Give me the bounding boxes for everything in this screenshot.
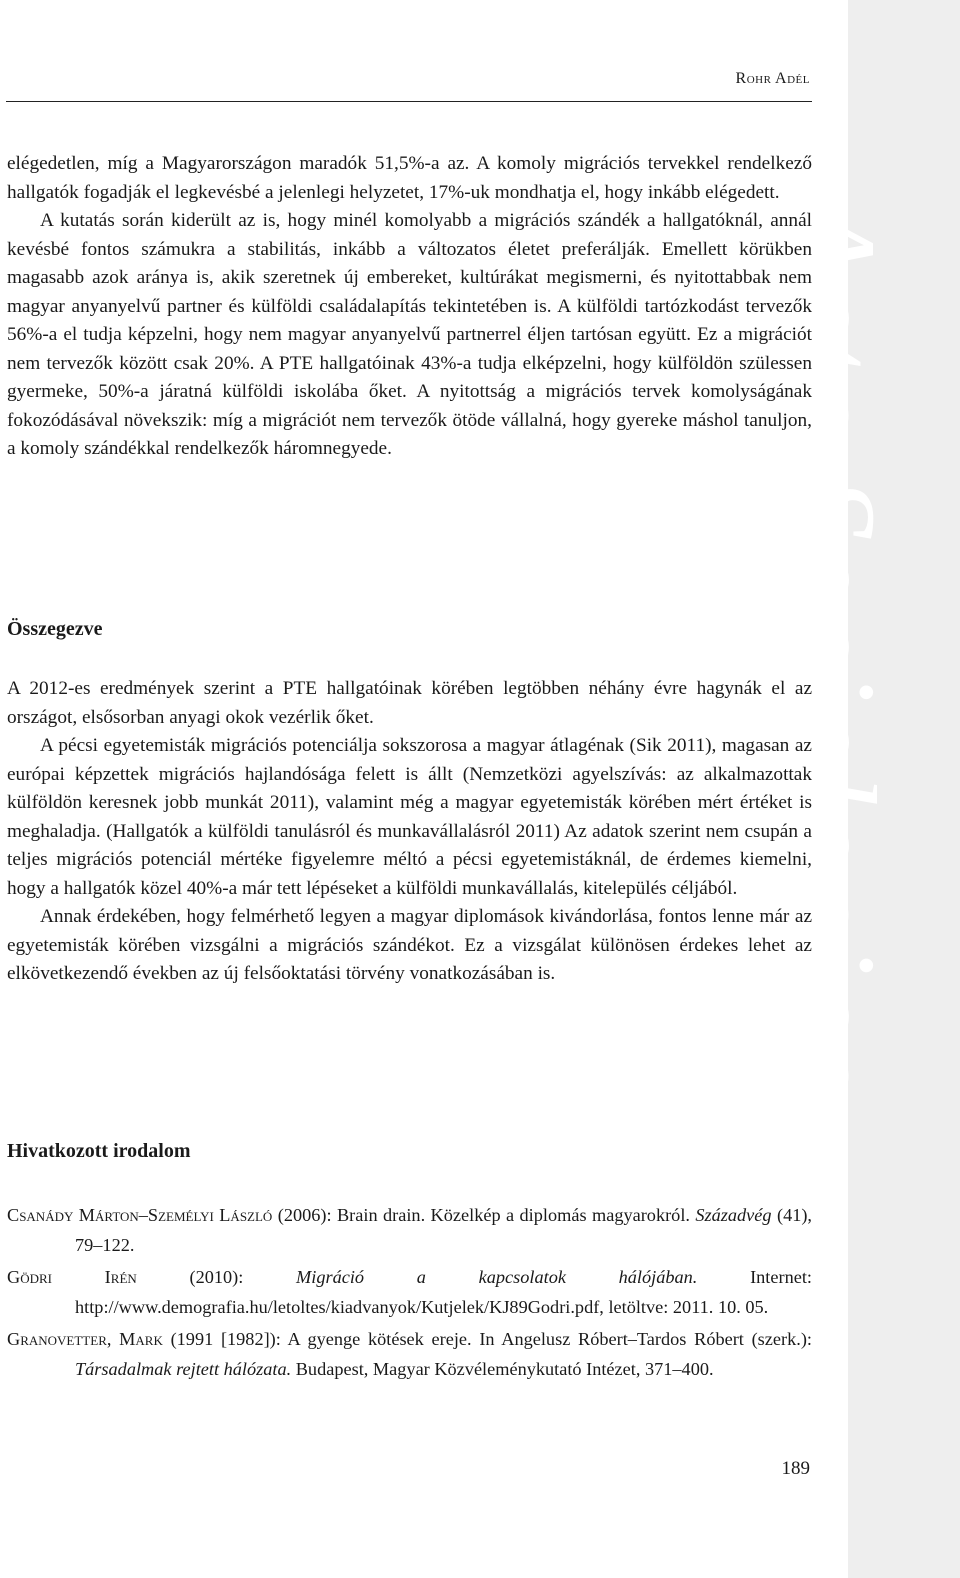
reference-item bbox=[7, 1262, 812, 1322]
reference-item bbox=[7, 1200, 812, 1260]
reference-list bbox=[7, 1200, 812, 1386]
reference-author: Granovetter, Mark bbox=[7, 1329, 163, 1349]
paragraph: A pécsi egyetemisták migrációs potenciálja sokszorosa a magyar átlagénak (Sik 2011), magasan az európai képzettek migrációs hajlandósága felett is állt (Nemzetközi agyelszívás: az alkalmazottak külföldön keresnek jobb munkát 2011), valamint még a magyar egyetemisták körében mért értéket is meghaladja. (Hallgatók a külföldi tanulásról és munkavállalásról 2011) Az adatok szerint nem csupán a teljes migrációs potenciál mértéke figyelemre méltó a pécsi egyetemistáknál, de érdemes kiemelni, hogy a hallgatók közel 40%-a már tett lépéseket a külföldi munkavállalás, kitelepülés céljából. bbox=[7, 735, 812, 899]
header-divider bbox=[6, 101, 812, 102]
paragraph: A 2012-es eredmények szerint a PTE hallgatóinak körében legtöbben néhány évre hagynák el az országot, elsősorban anyagi okok vezérlik őket. bbox=[7, 678, 812, 728]
reference-text: Internet: http://www.demografia.hu/letoltes/kiadvanyok/Kutjelek/KJ89Godri.pdf, letöltve: 2011. 10. 05. bbox=[75, 1267, 813, 1317]
paragraph: Annak érdekében, hogy felmérhető legyen a magyar diplomások kivándorlása, fontos lenne már az egyetemisták körében vizsgálni a migrációs szándékot. Ez a vizsgálat különösen érdekes lehet az elkövetkezendő években az új felsőoktatási törvény vonatkozásában is. bbox=[7, 906, 812, 984]
intro-text bbox=[7, 150, 812, 464]
reference-text: (41), 79–122. bbox=[75, 1205, 813, 1255]
journal-watermark: Acta Sociologica bbox=[760, 200, 902, 1103]
reference-title: Társadalmak rejtett hálózata. bbox=[75, 1359, 292, 1379]
reference-text: Budapest, Magyar Közvéleménykutató Intézet, 371–400. bbox=[291, 1359, 714, 1379]
section-heading-references: Hivatkozott irodalom bbox=[7, 1140, 191, 1162]
reference-text: (2010): bbox=[136, 1267, 297, 1287]
reference-author: Gödri Irén bbox=[7, 1267, 137, 1287]
section-heading-summary: Összegezve bbox=[7, 618, 103, 640]
reference-title: Migráció a kapcsolatok hálójában. bbox=[296, 1267, 698, 1287]
reference-author: Csanády Márton–Személyi László bbox=[7, 1205, 273, 1225]
paragraph: elégedetlen, míg a Magyarországon maradók 51,5%-a az. A komoly migrációs tervekkel rendelkező hallgatók fogadják el legkevésbé a jelenlegi helyzetet, 17%-uk mondhatja el, hogy inkább elégedett. bbox=[7, 153, 812, 203]
reference-text: (1991 [1982]): A gyenge kötések ereje. In Angelusz Róbert–Tardos Róbert (szerk.): bbox=[162, 1329, 812, 1349]
reference-text: (2006): Brain drain. Közelkép a diplomás magyarokról. bbox=[272, 1205, 696, 1225]
running-header-author: Rohr Adél bbox=[735, 70, 810, 87]
page-number: 189 bbox=[781, 1458, 810, 1479]
paragraph: A kutatás során kiderült az is, hogy minél komolyabb a migrációs szándék a hallgatóknál, annál kevésbé fontos számukra a stabilitás, inkább a változatos életet preferálják. Emellett körükben magasabb azok aránya is, akik szeretnek új embereket, kultúrákat megismerni, és nyitottabbak nem magyar anyanyelvű partner és külföldi családalapítás tekintetében is. A külföldi tartózkodást tervezők 56%-a el tudja képzelni, hogy nem magyar anyanyelvű partnerrel éljen tartósan együtt. Ez a migrációt nem tervezők között csak 20%. A PTE hallgatóinak 43%-a tudja elképzelni, hogy külföldön szülessen gyermeke, 50%-a járatná külföldi iskolába őket. A nyitottság a migrációs tervek komolyságának fokozódásával növekszik: míg a migrációt nem tervezők ötöde vállalná, hogy gyereke máshol tanuljon, a komoly szándékkal rendelkezők háromnegyede. bbox=[7, 210, 812, 459]
summary-text bbox=[7, 675, 812, 989]
reference-item bbox=[7, 1324, 812, 1384]
reference-title: Századvég bbox=[695, 1205, 772, 1225]
